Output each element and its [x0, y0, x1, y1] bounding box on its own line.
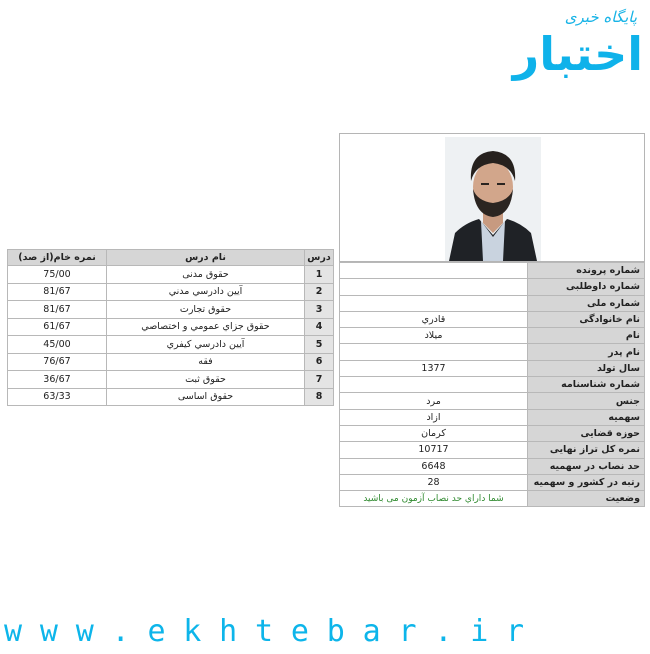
- profile-value: مرد: [340, 393, 528, 409]
- profile-row: [340, 393, 645, 409]
- profile-label: وضعیت: [528, 491, 645, 507]
- course-num: 7: [305, 371, 334, 389]
- course-grade: 81/67: [8, 301, 107, 319]
- profile-row: [340, 425, 645, 441]
- course-name: فقه: [107, 353, 305, 371]
- course-name: حقوق جزاي عمومي و اختصاصي: [107, 318, 305, 336]
- profile-label: نام: [528, 328, 645, 344]
- profile-value: میلاد: [340, 328, 528, 344]
- profile-value: ازاد: [340, 409, 528, 425]
- profile-value: [340, 263, 528, 279]
- profile-label: نمره کل تراز نهایی: [528, 442, 645, 458]
- profile-label: سهمیه: [528, 409, 645, 425]
- course-name: آيين دادرسي كيفري: [107, 336, 305, 354]
- header-course-num: درس: [305, 250, 334, 266]
- profile-row: [340, 474, 645, 490]
- course-row: [8, 336, 334, 354]
- profile-row: [340, 311, 645, 327]
- course-name: حقوق مدنی: [107, 266, 305, 284]
- profile-label: سال تولد: [528, 360, 645, 376]
- logo-title: اختبار: [512, 27, 643, 81]
- profile-label: شماره شناسنامه: [528, 377, 645, 393]
- course-name: حقوق تجارت: [107, 301, 305, 319]
- course-name: آيين دادرسي مدني: [107, 283, 305, 301]
- profile-label: نام پدر: [528, 344, 645, 360]
- profile-value: [340, 344, 528, 360]
- profile-value: 6648: [340, 458, 528, 474]
- course-name: حقوق ثبت: [107, 371, 305, 389]
- course-table-header: [8, 250, 334, 266]
- course-row: [8, 371, 334, 389]
- site-logo: [512, 8, 643, 84]
- profile-row: [340, 263, 645, 279]
- site-url: www.ekhtebar.ir: [4, 614, 542, 649]
- profile-label: حوزه قضایی: [528, 425, 645, 441]
- profile-row: [340, 491, 645, 507]
- profile-label: شماره داوطلبی: [528, 279, 645, 295]
- profile-label: حد نصاب در سهمیه: [528, 458, 645, 474]
- course-num: 5: [305, 336, 334, 354]
- logo-subtitle: پایگاه خبری: [564, 8, 637, 26]
- course-grade: 75/00: [8, 266, 107, 284]
- course-row: [8, 353, 334, 371]
- course-num: 3: [305, 301, 334, 319]
- course-row: [8, 318, 334, 336]
- profile-row: [340, 377, 645, 393]
- profile-row: [340, 328, 645, 344]
- profile-value: قادري: [340, 311, 528, 327]
- course-row: [8, 283, 334, 301]
- course-table: [7, 249, 334, 406]
- course-grade: 76/67: [8, 353, 107, 371]
- profile-label: شماره ملی: [528, 295, 645, 311]
- profile-row: [340, 442, 645, 458]
- candidate-photo: [445, 137, 541, 261]
- profile-value: [340, 295, 528, 311]
- profile-row: [340, 360, 645, 376]
- profile-row: [340, 458, 645, 474]
- profile-value: [340, 377, 528, 393]
- profile-row: [340, 409, 645, 425]
- photo-frame: [339, 133, 645, 262]
- profile-table: [339, 262, 645, 507]
- course-grade: 63/33: [8, 388, 107, 406]
- header-grade: نمره خام(از صد): [8, 250, 107, 266]
- profile-value: 1377: [340, 360, 528, 376]
- profile-label: نام خانوادگی: [528, 311, 645, 327]
- course-num: 8: [305, 388, 334, 406]
- profile-label: جنس: [528, 393, 645, 409]
- profile-label: رتبه در کشور و سهمیه: [528, 474, 645, 490]
- profile-value: 10717: [340, 442, 528, 458]
- course-num: 4: [305, 318, 334, 336]
- course-grade: 61/67: [8, 318, 107, 336]
- profile-value: 28: [340, 474, 528, 490]
- profile-value: شما داراي حد نصاب آزمون می باشید: [340, 491, 528, 507]
- header-course-name: نام درس: [107, 250, 305, 266]
- profile-row: [340, 344, 645, 360]
- course-num: 1: [305, 266, 334, 284]
- profile-value: [340, 279, 528, 295]
- course-row: [8, 266, 334, 284]
- course-grade: 81/67: [8, 283, 107, 301]
- profile-row: [340, 279, 645, 295]
- course-num: 2: [305, 283, 334, 301]
- course-row: [8, 388, 334, 406]
- course-grade: 45/00: [8, 336, 107, 354]
- profile-row: [340, 295, 645, 311]
- course-row: [8, 301, 334, 319]
- profile-value: کرمان: [340, 425, 528, 441]
- profile-label: شماره پرونده: [528, 263, 645, 279]
- course-num: 6: [305, 353, 334, 371]
- course-name: حقوق اساسی: [107, 388, 305, 406]
- course-grade: 36/67: [8, 371, 107, 389]
